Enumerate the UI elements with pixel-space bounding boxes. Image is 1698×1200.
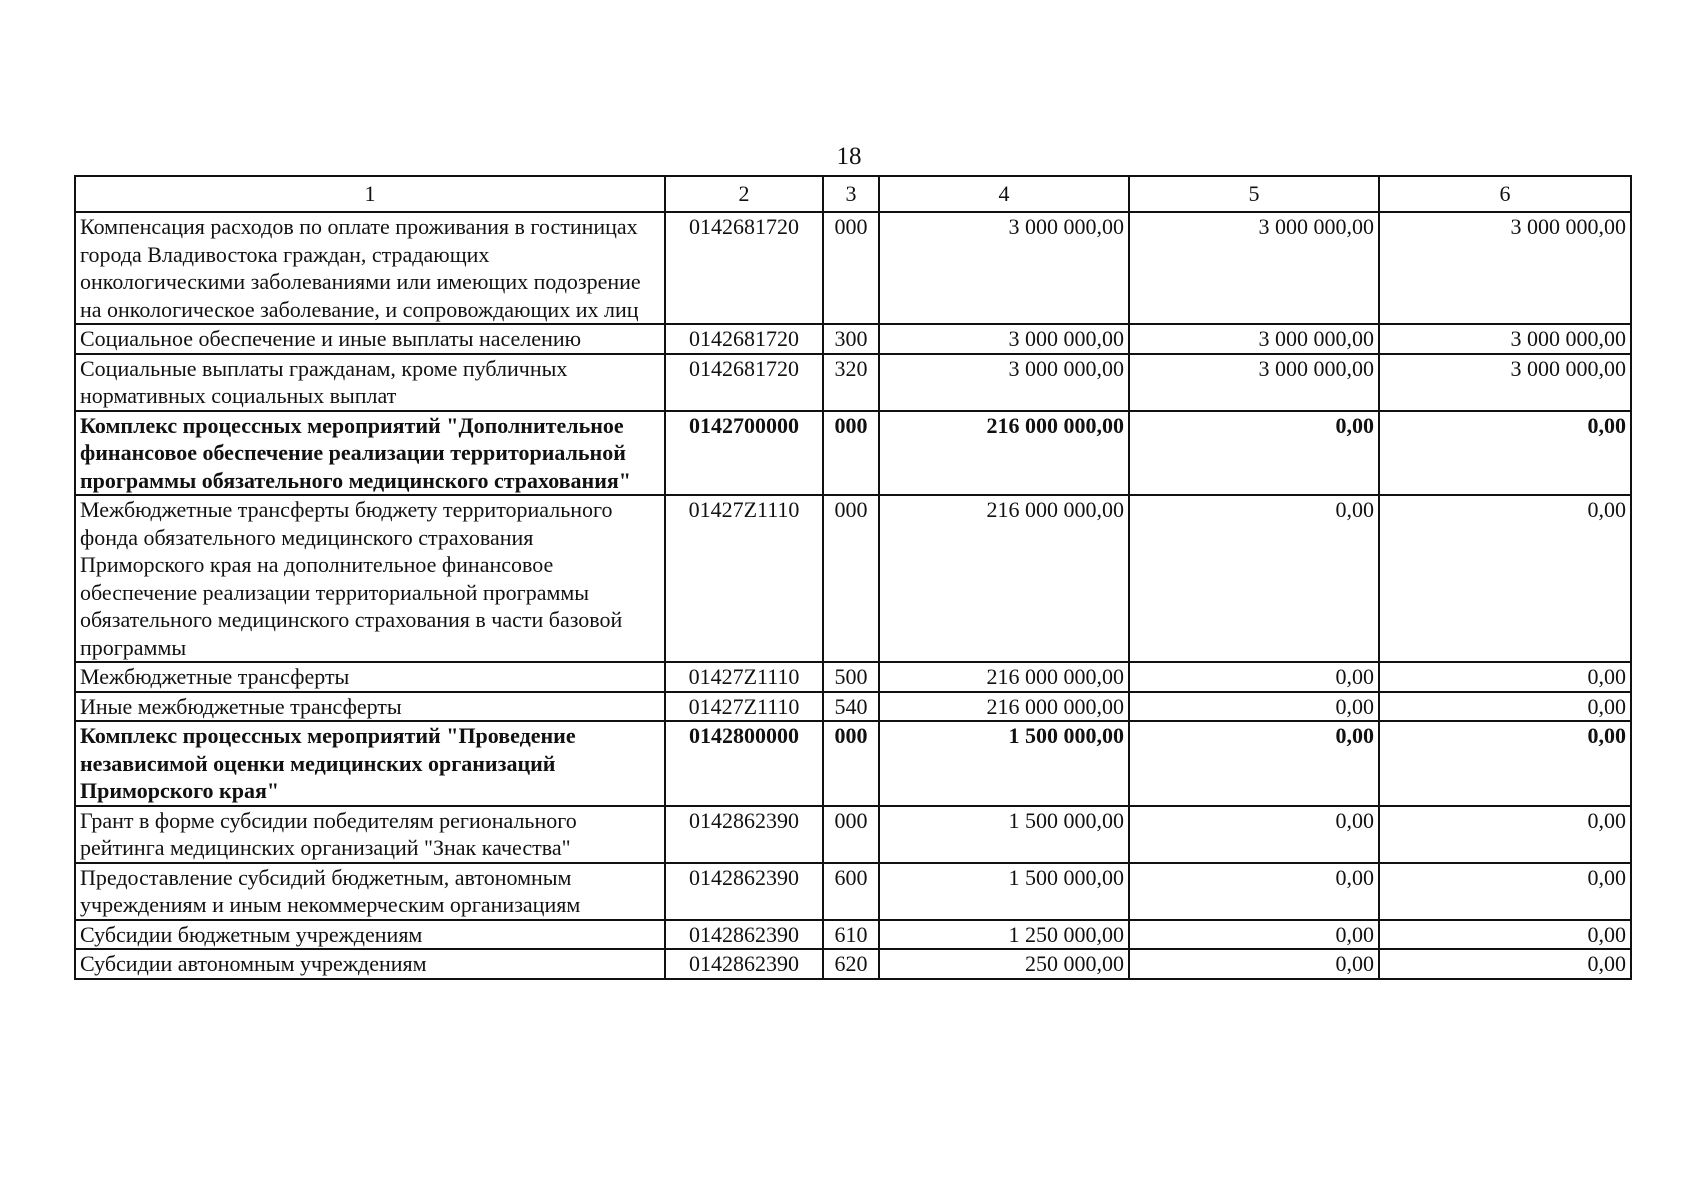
row-name-cell: Социальные выплаты гражданам, кроме публичных нормативных социальных выплат — [75, 354, 665, 411]
amount-col6-cell: 0,00 — [1379, 806, 1631, 863]
amount-col6-cell: 3 000 000,00 — [1379, 324, 1631, 354]
table-row — [75, 354, 1631, 411]
amount-col4-cell: 1 500 000,00 — [879, 721, 1129, 806]
amount-col4-cell: 3 000 000,00 — [879, 212, 1129, 324]
row-name-cell: Предоставление субсидий бюджетным, автономным учреждениям и иным некоммерческим организациям — [75, 863, 665, 920]
amount-col6-cell: 0,00 — [1379, 662, 1631, 692]
table-row — [75, 721, 1631, 806]
row-name-cell: Компенсация расходов по оплате проживания в гостиницах города Владивостока граждан, страдающих онкологическими заболеваниями или имеющих подозрение на онкологическое заболевание, и сопровождающих их лиц — [75, 212, 665, 324]
amount-col5-cell: 3 000 000,00 — [1129, 354, 1379, 411]
table-row — [75, 411, 1631, 496]
amount-col4-cell: 216 000 000,00 — [879, 411, 1129, 496]
amount-col6-cell: 0,00 — [1379, 721, 1631, 806]
expense-type-cell: 600 — [823, 863, 879, 920]
row-name-cell: Комплекс процессных мероприятий "Проведение независимой оценки медицинских организаций Приморского края" — [75, 721, 665, 806]
expense-type-cell: 320 — [823, 354, 879, 411]
page-number: 18 — [836, 143, 862, 170]
amount-col5-cell: 0,00 — [1129, 863, 1379, 920]
row-name-cell: Грант в форме субсидии победителям регионального рейтинга медицинских организаций "Знак качества" — [75, 806, 665, 863]
column-header: 6 — [1379, 176, 1631, 212]
expense-type-cell: 500 — [823, 662, 879, 692]
amount-col5-cell: 3 000 000,00 — [1129, 324, 1379, 354]
target-code-cell: 0142800000 — [665, 721, 823, 806]
amount-col5-cell: 0,00 — [1129, 920, 1379, 950]
amount-col6-cell: 0,00 — [1379, 863, 1631, 920]
target-code-cell: 01427Z1110 — [665, 495, 823, 662]
target-code-cell: 0142700000 — [665, 411, 823, 496]
table-row — [75, 662, 1631, 692]
expense-type-cell: 610 — [823, 920, 879, 950]
amount-col6-cell: 0,00 — [1379, 920, 1631, 950]
table-header-row — [75, 176, 1631, 212]
expense-type-cell: 000 — [823, 721, 879, 806]
target-code-cell: 01427Z1110 — [665, 662, 823, 692]
expense-type-cell: 620 — [823, 949, 879, 979]
target-code-cell: 0142862390 — [665, 949, 823, 979]
amount-col4-cell: 216 000 000,00 — [879, 495, 1129, 662]
table-body — [75, 212, 1631, 979]
amount-col6-cell: 0,00 — [1379, 949, 1631, 979]
amount-col4-cell: 216 000 000,00 — [879, 692, 1129, 722]
target-code-cell: 0142681720 — [665, 354, 823, 411]
amount-col5-cell: 0,00 — [1129, 495, 1379, 662]
table-row — [75, 324, 1631, 354]
column-header: 3 — [823, 176, 879, 212]
amount-col4-cell: 1 500 000,00 — [879, 806, 1129, 863]
expense-type-cell: 000 — [823, 806, 879, 863]
amount-col5-cell: 0,00 — [1129, 806, 1379, 863]
target-code-cell: 0142862390 — [665, 863, 823, 920]
amount-col5-cell: 0,00 — [1129, 692, 1379, 722]
target-code-cell: 0142681720 — [665, 212, 823, 324]
target-code-cell: 0142681720 — [665, 324, 823, 354]
amount-col5-cell: 0,00 — [1129, 949, 1379, 979]
amount-col4-cell: 216 000 000,00 — [879, 662, 1129, 692]
table-row — [75, 920, 1631, 950]
amount-col5-cell: 0,00 — [1129, 662, 1379, 692]
table-row — [75, 863, 1631, 920]
expense-type-cell: 300 — [823, 324, 879, 354]
amount-col6-cell: 0,00 — [1379, 692, 1631, 722]
column-header: 5 — [1129, 176, 1379, 212]
row-name-cell: Субсидии автономным учреждениям — [75, 949, 665, 979]
row-name-cell: Межбюджетные трансферты — [75, 662, 665, 692]
budget-table — [74, 175, 1632, 980]
table-row — [75, 806, 1631, 863]
amount-col5-cell: 3 000 000,00 — [1129, 212, 1379, 324]
expense-type-cell: 000 — [823, 212, 879, 324]
amount-col6-cell: 0,00 — [1379, 495, 1631, 662]
amount-col4-cell: 250 000,00 — [879, 949, 1129, 979]
column-header: 1 — [75, 176, 665, 212]
expense-type-cell: 000 — [823, 495, 879, 662]
amount-col5-cell: 0,00 — [1129, 411, 1379, 496]
amount-col4-cell: 1 250 000,00 — [879, 920, 1129, 950]
table-row — [75, 495, 1631, 662]
target-code-cell: 0142862390 — [665, 806, 823, 863]
amount-col4-cell: 3 000 000,00 — [879, 354, 1129, 411]
target-code-cell: 01427Z1110 — [665, 692, 823, 722]
table-row — [75, 949, 1631, 979]
amount-col6-cell: 3 000 000,00 — [1379, 354, 1631, 411]
amount-col4-cell: 1 500 000,00 — [879, 863, 1129, 920]
amount-col4-cell: 3 000 000,00 — [879, 324, 1129, 354]
row-name-cell: Иные межбюджетные трансферты — [75, 692, 665, 722]
row-name-cell: Комплекс процессных мероприятий "Дополнительное финансовое обеспечение реализации территориальной программы обязательного медицинского страхования" — [75, 411, 665, 496]
row-name-cell: Межбюджетные трансферты бюджету территориального фонда обязательного медицинского страхования Приморского края на дополнительное финансовое обеспечение реализации территориальной программы обязательного медицинского страхования в части базовой программы — [75, 495, 665, 662]
column-header: 4 — [879, 176, 1129, 212]
table-row — [75, 692, 1631, 722]
row-name-cell: Субсидии бюджетным учреждениям — [75, 920, 665, 950]
amount-col6-cell: 0,00 — [1379, 411, 1631, 496]
amount-col5-cell: 0,00 — [1129, 721, 1379, 806]
target-code-cell: 0142862390 — [665, 920, 823, 950]
table-row — [75, 212, 1631, 324]
row-name-cell: Социальное обеспечение и иные выплаты населению — [75, 324, 665, 354]
expense-type-cell: 540 — [823, 692, 879, 722]
column-header: 2 — [665, 176, 823, 212]
amount-col6-cell: 3 000 000,00 — [1379, 212, 1631, 324]
expense-type-cell: 000 — [823, 411, 879, 496]
